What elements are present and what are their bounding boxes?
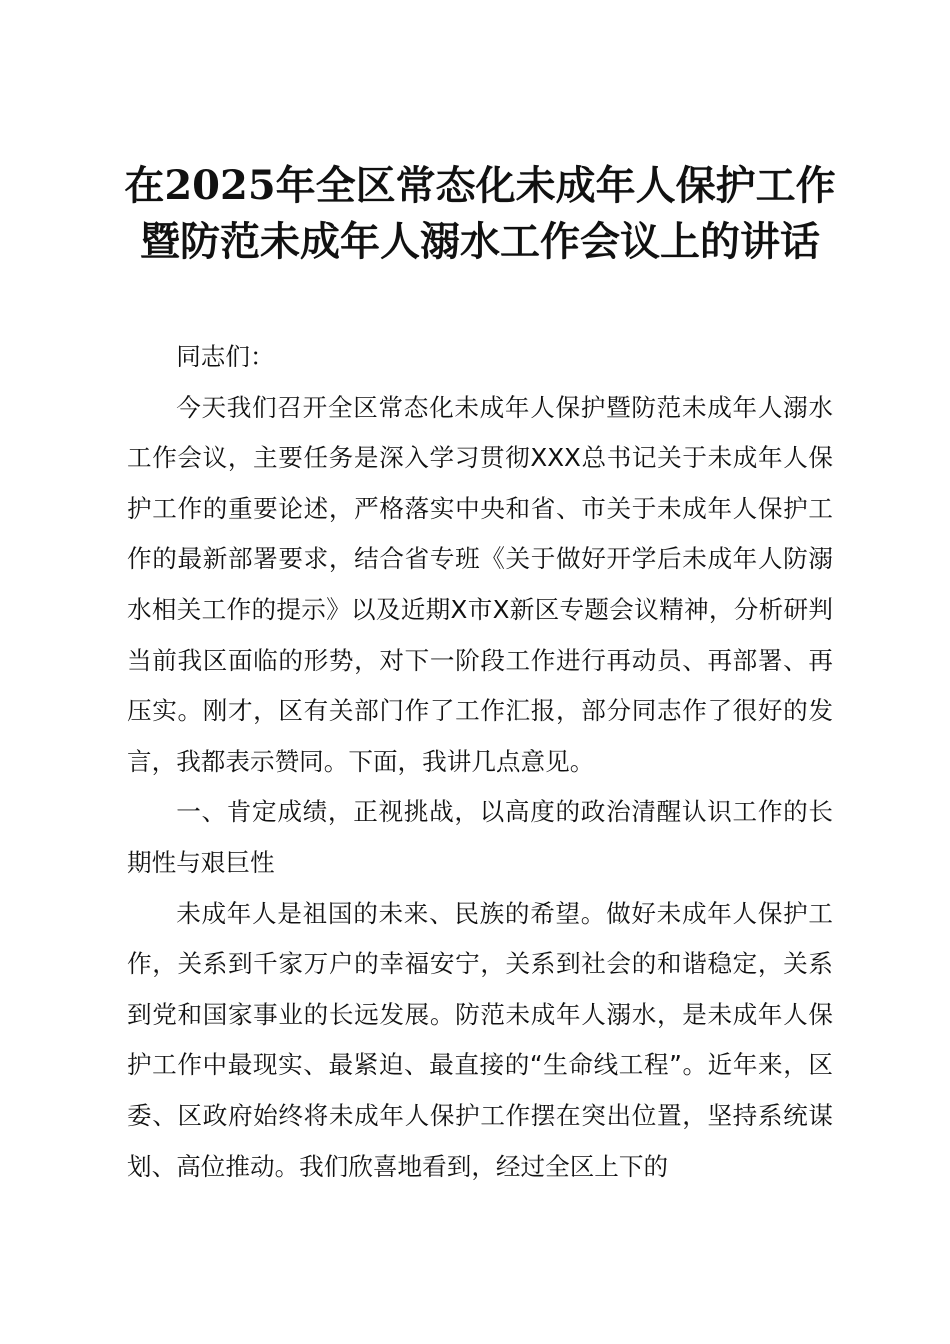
section-heading: 一、肯定成绩，正视挑战，以高度的政治清醒认识工作的长期性与艰巨性 (127, 797, 833, 877)
intro-paragraph: 今天我们召开全区常态化未成年人保护暨防范未成年人溺水工作会议，主要任务是深入学习贯彻XXX总书记关于未成年人保护工作的重要论述，严格落实中央和省、市关于未成年人保护工作的最新部署要求，结合省专班《关于做好开学后未成年人防溺水相关工作的提示》以及近期X市X新区专题会议精神，分析研判当前我区面临的形势，对下一阶段工作进行再动员、再部署、再压实。刚才，区有关部门作了工作汇报，部分同志作了很好的发言，我都表示赞同。下面，我讲几点意见。 (127, 392, 833, 776)
document-body (127, 332, 833, 1192)
salutation: 同志们： (176, 342, 275, 371)
document-title: 在2025年全区常态化未成年人保护工作暨防范未成年人溺水工作会议上的讲话 (124, 162, 836, 265)
section-paragraph: 未成年人是祖国的未来、民族的希望。做好未成年人保护工作，关系到千家万户的幸福安宁，关系到社会的和谐稳定，关系到党和国家事业的长远发展。防范未成年人溺水，是未成年人保护工作中最现实、最紧迫、最直接的“生命线工程”。近年来，区委、区政府始终将未成年人保护工作摆在突出位置，坚持系统谋划、高位推动。我们欣喜地看到，经过全区上下的 (127, 898, 833, 1181)
